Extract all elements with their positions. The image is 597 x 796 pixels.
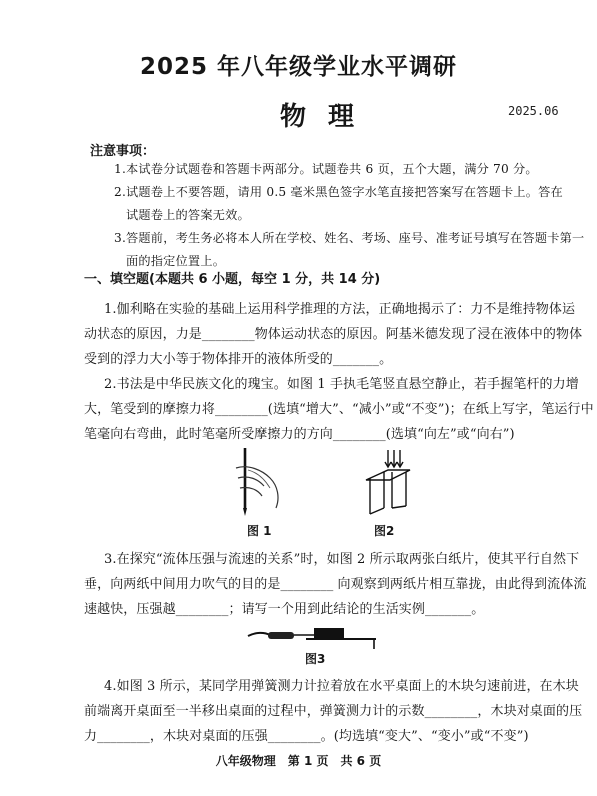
question-3-line: 垂，向两纸中间用力吹气的目的是________ 向观察到两纸片相互靠拢，由此得到流体流: [84, 577, 587, 592]
question-4-line: 4.如图 3 所示，某同学用弹簧测力计拉着放在水平桌面上的木块匀速前进，在木块: [104, 679, 579, 694]
figure-1-brush-illustration: [228, 448, 288, 520]
note-line: 试题卷上的答案无效。: [126, 208, 250, 222]
question-2-line: 笔毫向右弯曲，此时笔毫所受摩擦力的方向________(选填“向左”或“向右”): [84, 427, 515, 442]
notes-heading: 注意事项：: [90, 144, 156, 159]
question-1-line: 1.伽利略在实验的基础上运用科学推理的方法，正确地揭示了：力不是维持物体运: [104, 302, 576, 317]
question-4-line: 力________，木块对桌面的压强________。(均选填“变大”、“变小”或“不变”): [84, 729, 529, 744]
figure-3-label: 图3: [305, 652, 326, 666]
question-3-line: 速越快，压强越________；请写一个用到此结论的生活实例_______。: [84, 602, 485, 617]
question-1-line: 受到的浮力大小等于物体排开的液体所受的_______。: [84, 352, 393, 367]
question-2-line: 2.书法是中华民族文化的瑰宝。如图 1 手执毛笔竖直悬空静止，若手握笔杆的力增: [104, 377, 579, 392]
note-line: 2.试题卷上不要答题，请用 0.5 毫米黑色签字水笔直接把答案写在答题卡上。答在: [114, 185, 563, 199]
question-2-line: 大，笔受到的摩擦力将________(选填“增大”、“减小”或“不变”)；在纸上写字，笔运行中: [84, 402, 594, 417]
question-1-line: 动状态的原因，力是________物体运动状态的原因。阿基米德发现了浸在液体中的物体: [84, 327, 583, 342]
subject-title: 物理: [280, 102, 377, 132]
note-line: 面的指定位置上。: [126, 254, 226, 268]
page-footer: 八年级物理 第 1 页 共 6 页: [215, 754, 382, 768]
figure-3-spring-scale-illustration: [246, 622, 386, 650]
exam-title: 2025 年八年级学业水平调研: [139, 54, 458, 80]
question-3-line: 3.在探究“流体压强与流速的关系”时，如图 2 所示取两张白纸片，使其平行自然下: [104, 552, 580, 567]
note-line: 3.答题前，考生务必将本人所在学校、姓名、考场、座号、准考证号填写在答题卡第一: [114, 231, 585, 245]
section-heading: 一、填空题(本题共 6 小题，每空 1 分，共 14 分): [84, 272, 381, 287]
figure-1-label: 图 1: [247, 524, 272, 538]
figure-2-paper-sheets-illustration: [360, 450, 420, 520]
question-4-line: 前端离开桌面至一半移出桌面的过程中，弹簧测力计的示数________，木块对桌面的压: [84, 704, 583, 719]
note-line: 1.本试卷分试题卷和答题卡两部分。试题卷共 6 页，五个大题，满分 70 分。: [114, 162, 538, 176]
figure-2-label: 图2: [374, 524, 395, 538]
exam-date: 2025.06: [508, 104, 559, 118]
